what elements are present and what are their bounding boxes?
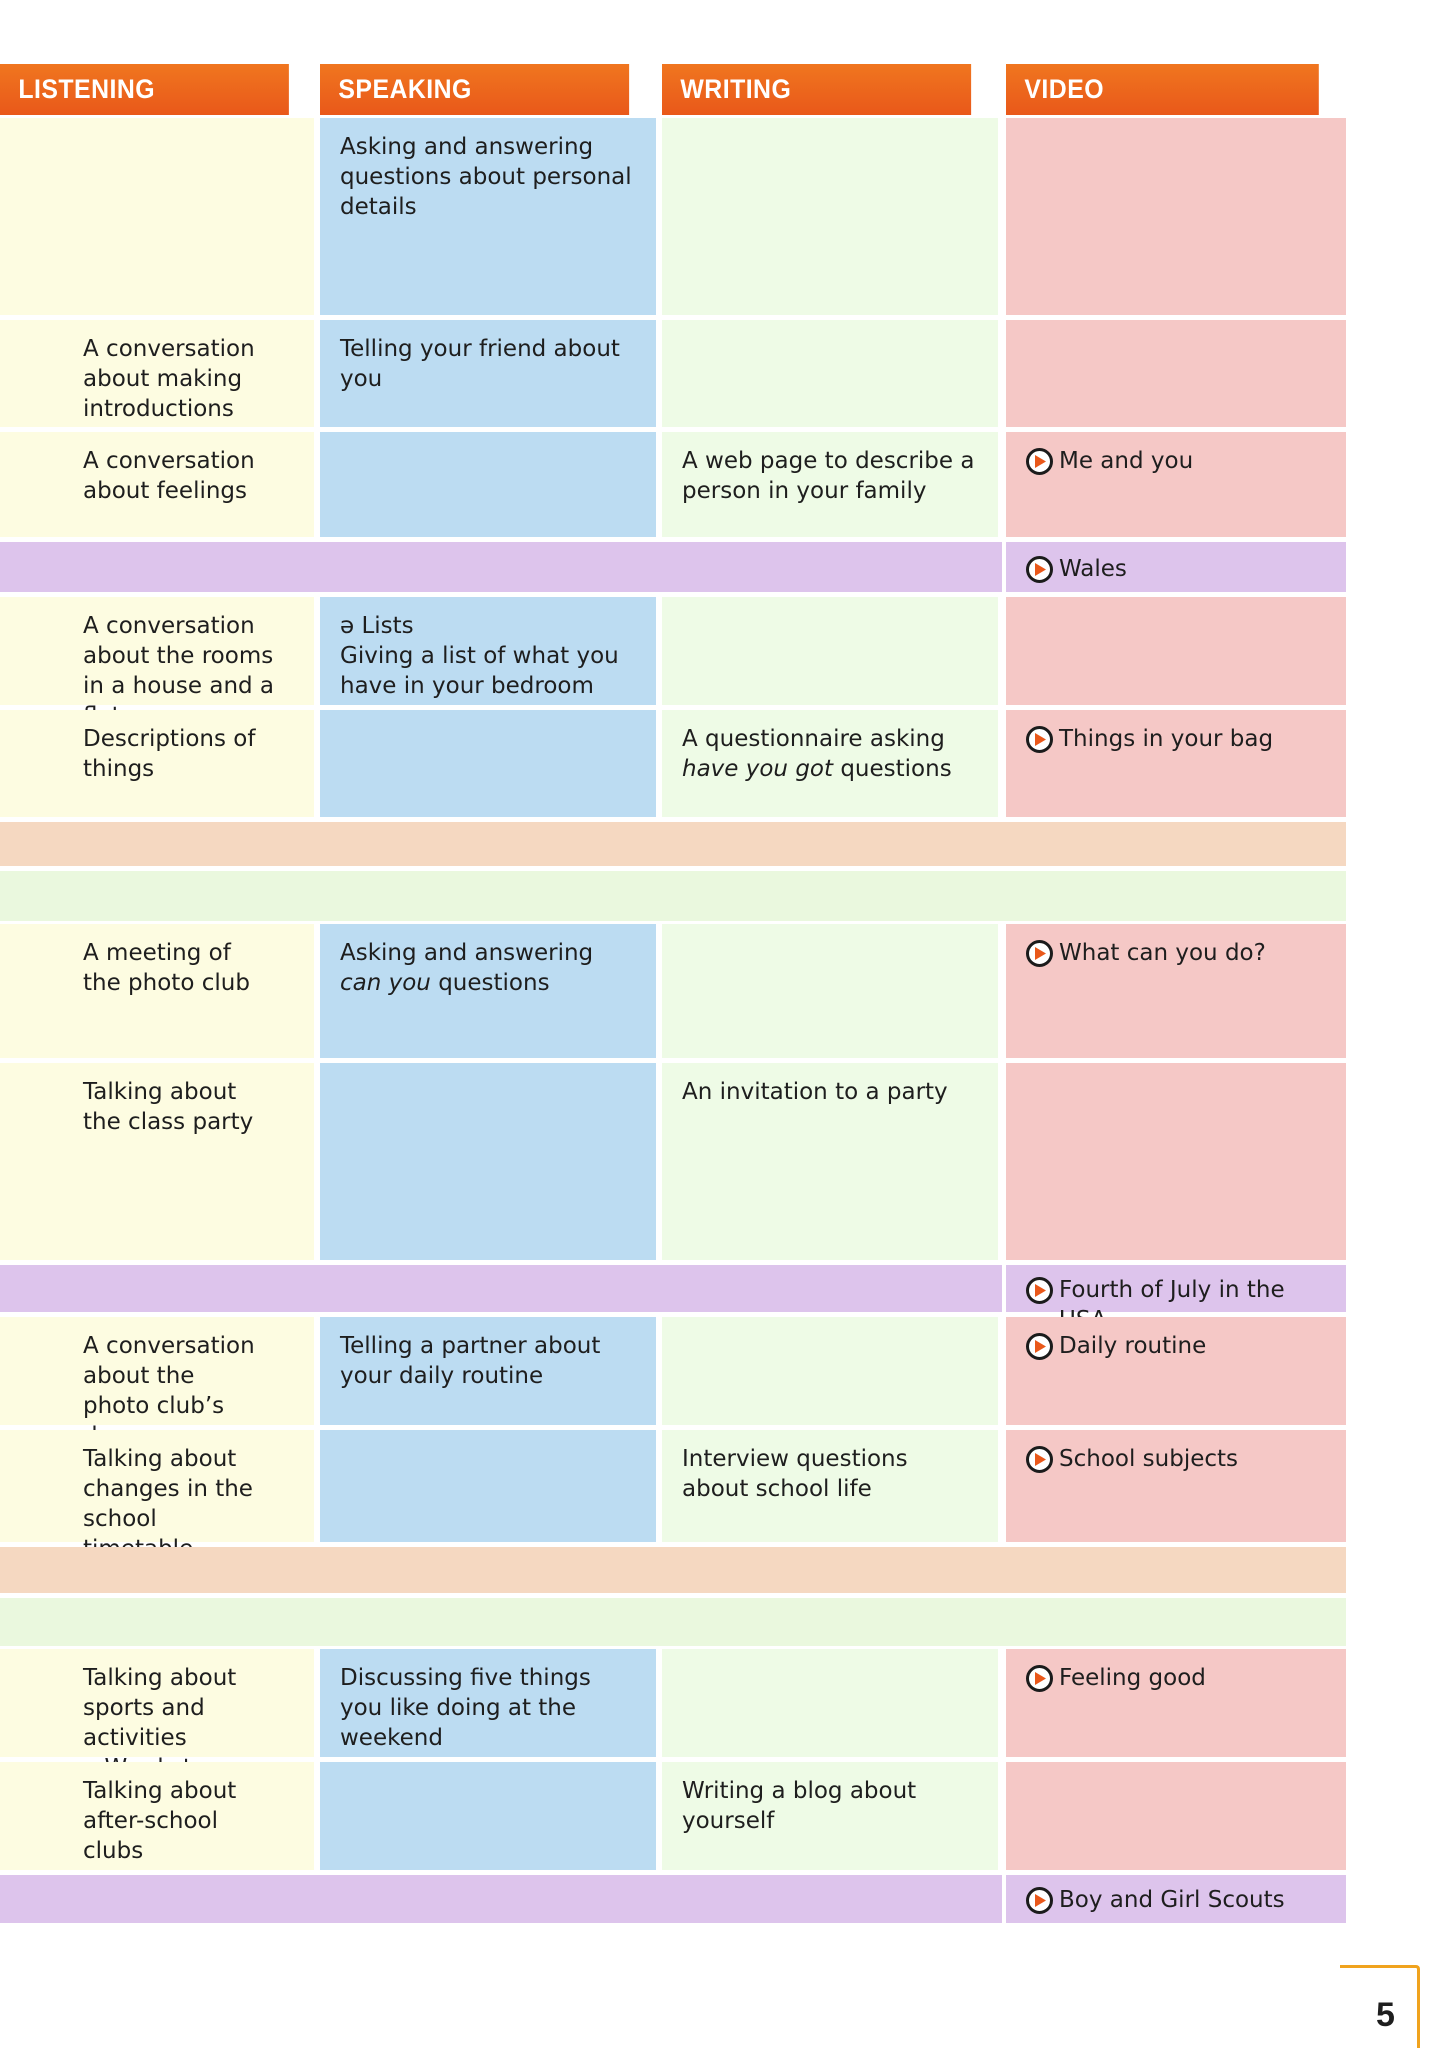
culture-band (0, 542, 1002, 592)
listening-text: A conversation about the photo club’s (83, 1333, 255, 1419)
pronunciation-label: ə Lists (340, 613, 414, 639)
video-cell (1006, 1762, 1346, 1870)
speaking-text: Telling your friend about you (340, 336, 620, 392)
writing-cell (662, 1649, 998, 1757)
speaking-text: Discussing five things you like doing at the weekend (340, 1665, 591, 1751)
listening-text: Talking about after-school clubs (83, 1778, 237, 1864)
listening-cell (0, 1430, 314, 1542)
header-video: VIDEO (1006, 64, 1319, 115)
culture-band (0, 1265, 1002, 1312)
review-band (0, 822, 1346, 866)
header-speaking: SPEAKING (320, 64, 629, 115)
listening-cell (0, 597, 314, 705)
listening-text: Talking about sports and activities (83, 1665, 237, 1751)
video-cell (1006, 320, 1346, 427)
header-writing: WRITING (662, 64, 971, 115)
writing-cell (662, 710, 998, 817)
video-title: School subjects (1059, 1446, 1239, 1472)
video-title: Boy and Girl Scouts (1059, 1887, 1285, 1913)
listening-text: Talking about the class party (83, 1079, 254, 1135)
video-title: Fourth of July in the (1059, 1277, 1285, 1303)
extra-band (0, 871, 1346, 921)
speaking-cell (320, 432, 656, 537)
writing-text: questions (833, 756, 952, 782)
video-title: What can you do? (1059, 940, 1266, 966)
listening-text: A conversation about the rooms in a house and a (83, 613, 275, 699)
speaking-cell (320, 1649, 656, 1757)
video-item[interactable] (1006, 710, 1346, 817)
listening-cell (0, 1762, 314, 1870)
video-cell (1006, 1063, 1346, 1260)
listening-cell (0, 1649, 314, 1757)
video-item[interactable] (1006, 1265, 1346, 1312)
play-circle-icon[interactable] (1026, 940, 1053, 967)
writing-cell (662, 432, 998, 537)
play-circle-icon[interactable] (1026, 1446, 1053, 1473)
speaking-text: Telling a partner about your daily routine (340, 1333, 601, 1389)
speaking-cell (320, 924, 656, 1058)
listening-cell (0, 1063, 314, 1260)
video-cell (1006, 597, 1346, 705)
speaking-cell (320, 710, 656, 817)
video-item[interactable] (1006, 1430, 1346, 1542)
review-band (0, 1547, 1346, 1593)
video-title: Daily routine (1059, 1333, 1207, 1359)
listening-cell (0, 118, 314, 315)
video-item[interactable] (1006, 542, 1346, 592)
play-circle-icon[interactable] (1026, 1887, 1053, 1914)
speaking-text: questions (430, 970, 550, 996)
writing-text: A web page to describe a person in your family (682, 448, 975, 504)
writing-cell (662, 118, 998, 315)
listening-text: A meeting of the photo club (83, 940, 250, 996)
writing-cell (662, 1430, 998, 1542)
video-title: Wales (1059, 556, 1127, 582)
culture-band (0, 1875, 1002, 1923)
listening-cell (0, 1317, 314, 1425)
writing-cell (662, 1317, 998, 1425)
writing-text: Writing a blog about yourself (682, 1778, 917, 1834)
speaking-cell (320, 320, 656, 427)
play-circle-icon[interactable] (1026, 556, 1053, 583)
page-number: 5 (1340, 1965, 1420, 2048)
video-item[interactable] (1006, 1875, 1346, 1923)
speaking-cell (320, 1063, 656, 1260)
listening-text: A conversation about making introductions (83, 336, 255, 422)
writing-cell (662, 924, 998, 1058)
play-circle-icon[interactable] (1026, 726, 1053, 753)
play-circle-icon[interactable] (1026, 1277, 1053, 1304)
writing-cell (662, 1762, 998, 1870)
play-circle-icon[interactable] (1026, 1333, 1053, 1360)
speaking-cell (320, 1762, 656, 1870)
speaking-emphasis: can you (340, 970, 431, 996)
writing-cell (662, 320, 998, 427)
video-item[interactable] (1006, 1317, 1346, 1425)
listening-cell (0, 924, 314, 1058)
video-item[interactable] (1006, 432, 1346, 537)
writing-text: An invitation to a party (682, 1079, 948, 1105)
video-title: Things in your bag (1059, 726, 1274, 752)
listening-cell (0, 710, 314, 817)
speaking-cell (320, 1430, 656, 1542)
extra-band (0, 1598, 1346, 1646)
speaking-cell (320, 118, 656, 315)
writing-emphasis: have you got (682, 756, 834, 782)
speaking-cell (320, 1317, 656, 1425)
speaking-text: Asking and answering questions about personal details (340, 134, 632, 220)
video-cell (1006, 118, 1346, 315)
speaking-text: Asking and answering (340, 940, 594, 966)
writing-cell (662, 1063, 998, 1260)
listening-cell (0, 320, 314, 427)
listening-text: A conversation about feelings (83, 448, 255, 504)
writing-text: A questionnaire asking (682, 726, 945, 752)
speaking-cell (320, 597, 656, 705)
play-circle-icon[interactable] (1026, 448, 1053, 475)
header-listening: LISTENING (0, 64, 289, 115)
video-title: Feeling good (1059, 1665, 1206, 1691)
listening-text: Talking about changes in the school (83, 1446, 253, 1532)
speaking-text: Giving a list of what you have in your bedroom (340, 643, 619, 699)
video-item[interactable] (1006, 1649, 1346, 1757)
writing-text: Interview questions about school life (682, 1446, 908, 1502)
listening-cell (0, 432, 314, 537)
video-item[interactable] (1006, 924, 1346, 1058)
play-circle-icon[interactable] (1026, 1665, 1053, 1692)
writing-cell (662, 597, 998, 705)
video-title: Me and you (1059, 448, 1194, 474)
listening-text: Descriptions of things (83, 726, 256, 782)
